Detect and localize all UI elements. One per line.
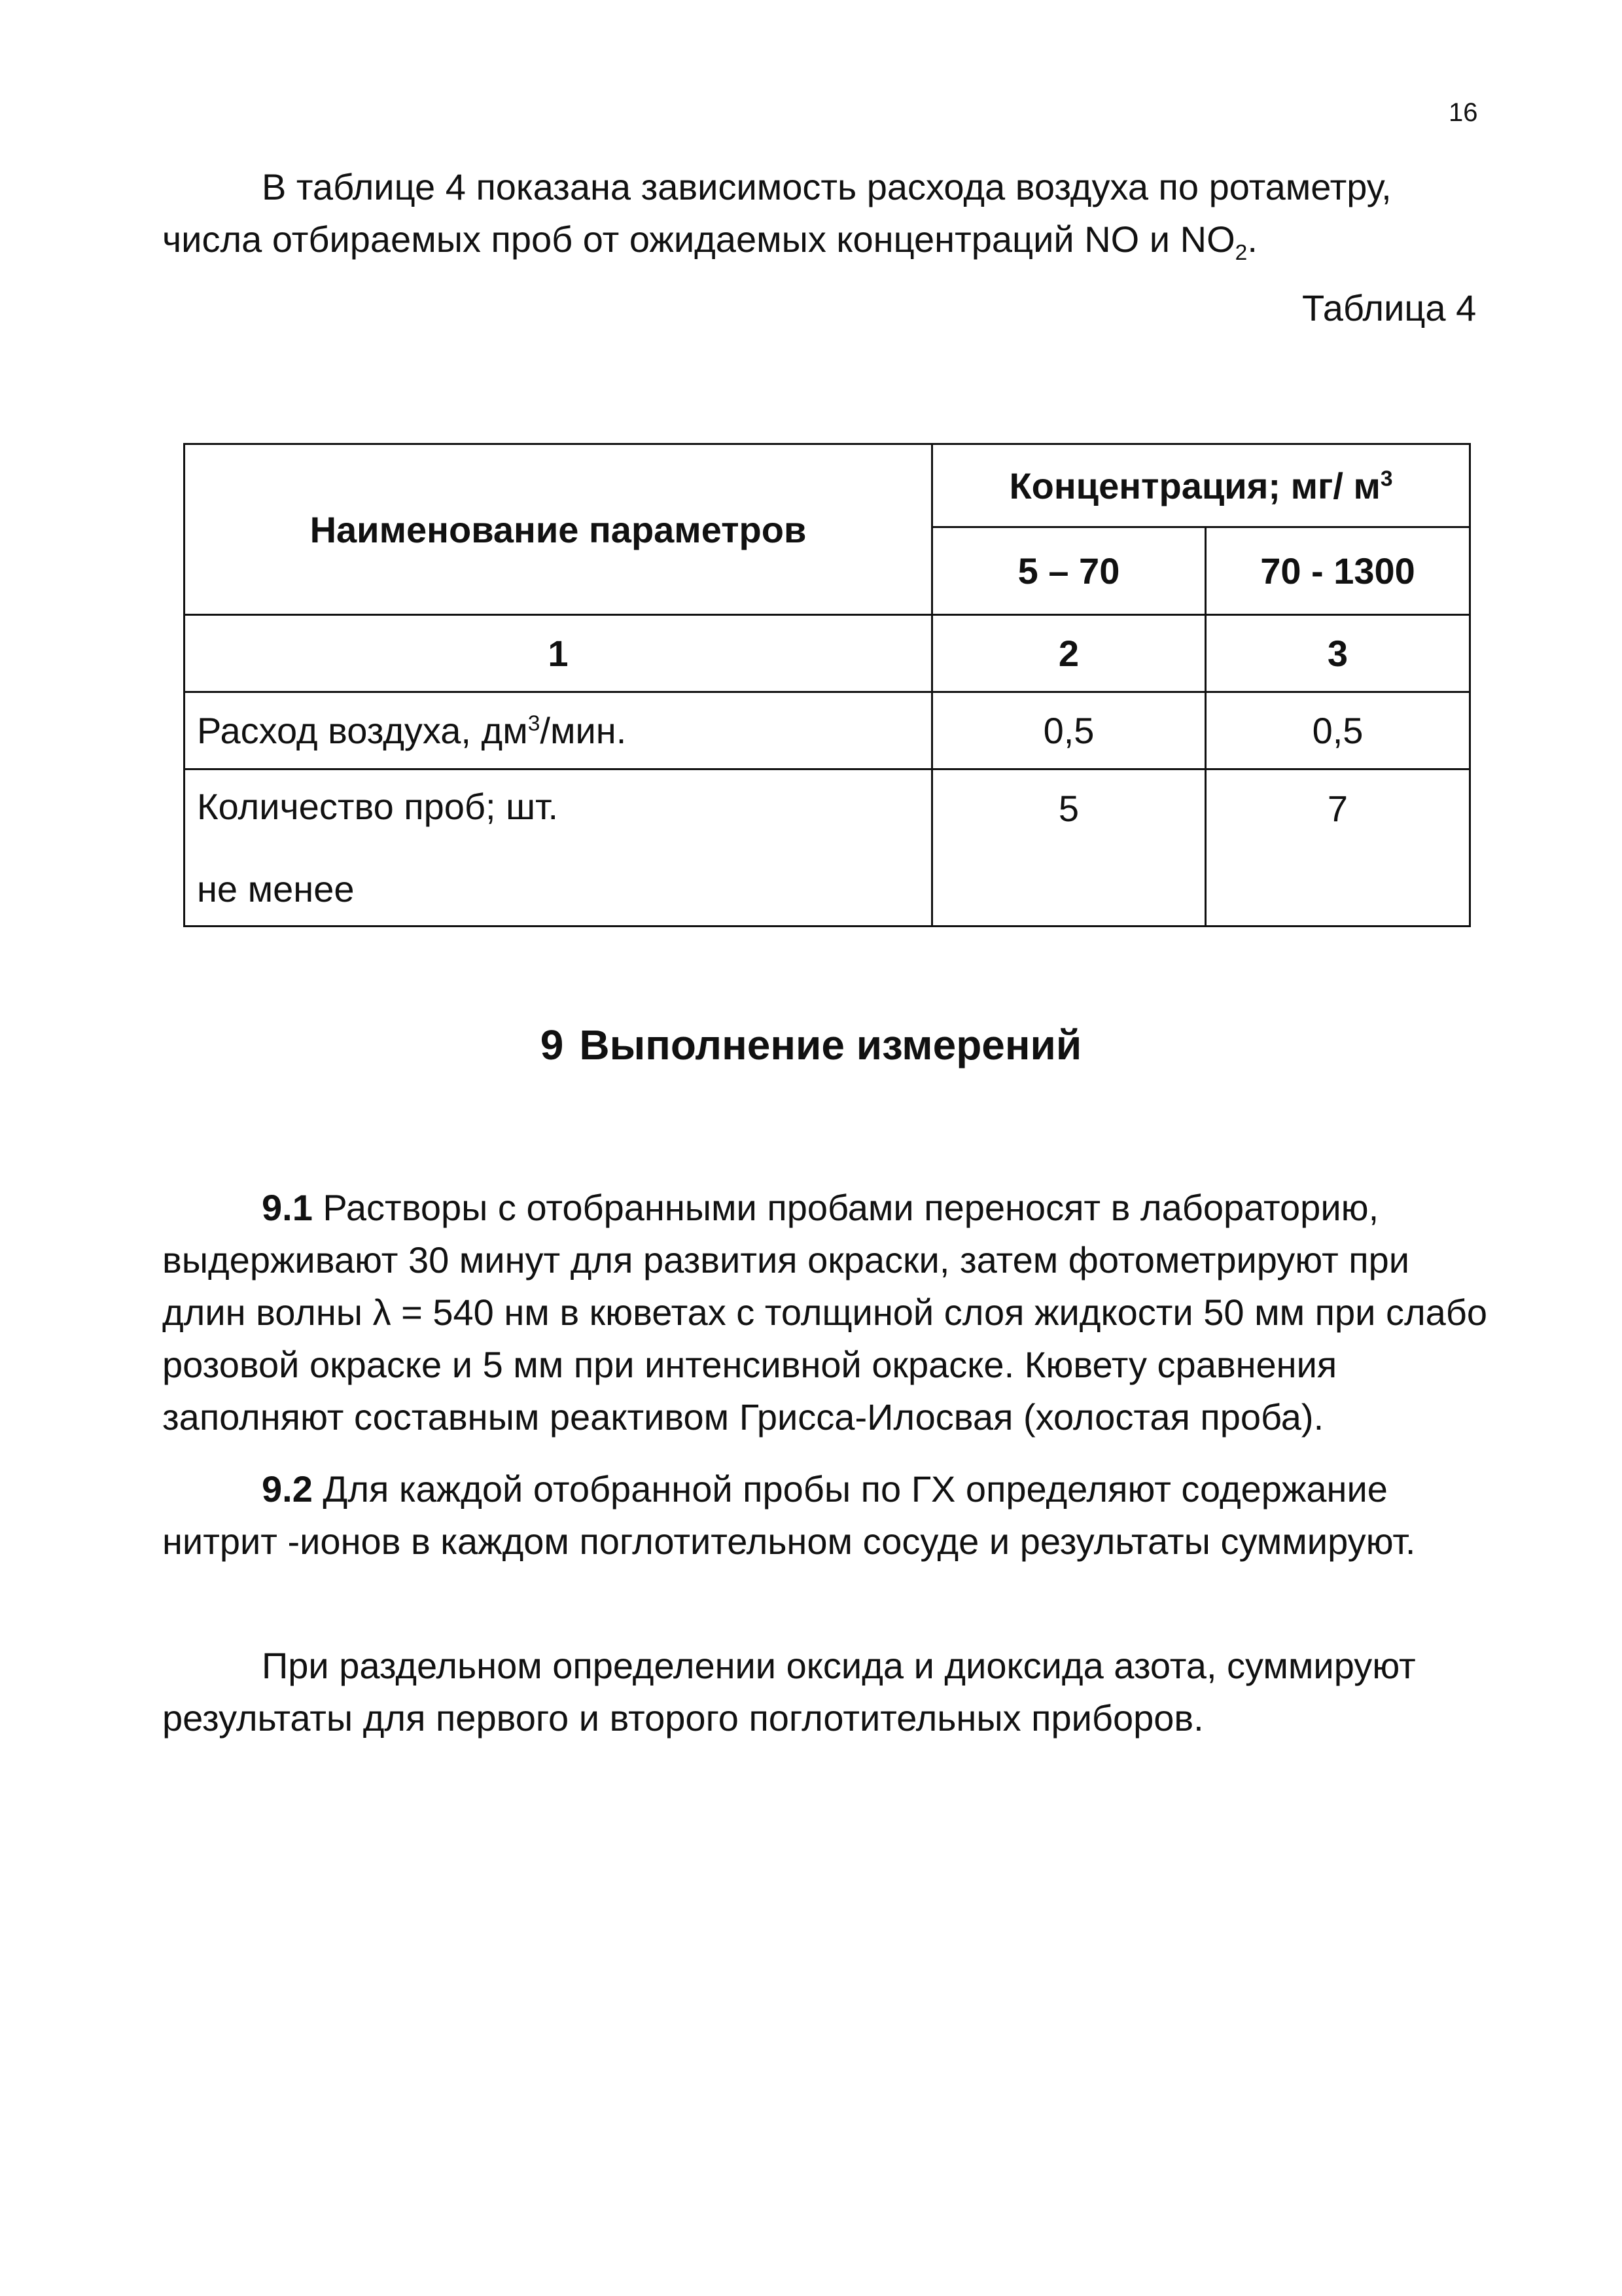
air-flow-row <box>185 692 1470 769</box>
p92-number: 9.2 <box>262 1468 313 1510</box>
section-heading <box>0 1021 1622 1069</box>
range-2: 70 - 1300 <box>1206 527 1470 615</box>
p91-text: Растворы с отобранными пробами переносят в лабораторию, выдерживают 30 минут для развития окраски, затем фотометрируют при длин волны λ = 540 нм в кюветах с толщиной слоя жидкости 50 мм при слабо розовой окраске и 5 мм при интенсивной окраске. Кювету сравнения заполняют составным реактивом Грисса-Илосвая (холостая проба). <box>162 1187 1487 1438</box>
table-header-row-1 <box>185 444 1470 527</box>
col-number-2: 2 <box>932 615 1206 692</box>
sample-count-row <box>185 769 1470 927</box>
conc-header-sup: 3 <box>1380 466 1393 491</box>
range-1: 5 – 70 <box>932 527 1206 615</box>
air-label-sup: 3 <box>527 711 540 736</box>
param-header: Наименование параметров <box>309 508 807 550</box>
page-number: 16 <box>1449 98 1478 127</box>
col-number-1: 1 <box>185 615 932 692</box>
intro-subscript: 2 <box>1235 241 1248 266</box>
parameters-table <box>183 443 1471 927</box>
intro-end: . <box>1247 219 1258 260</box>
section-number: 9 <box>540 1021 564 1069</box>
col-number-3: 3 <box>1206 615 1470 692</box>
count-label-cell <box>185 769 932 927</box>
section-title: Выполнение измерений <box>579 1021 1082 1069</box>
table-caption: Таблица 4 <box>1302 287 1477 328</box>
p92-text: Для каждой отобранной пробы по ГХ определяют содержание нитрит -ионов в каждом поглотительном сосуде и результаты суммируют. <box>162 1468 1416 1562</box>
param-header-cell <box>185 444 932 615</box>
intro-text: В таблице 4 показана зависимость расхода воздуха по ротаметру, числа отбираемых проб от ожидаемых концентраций NO и NO <box>162 166 1392 260</box>
intro-paragraph <box>162 161 1490 266</box>
count-value-1: 5 <box>1058 788 1080 829</box>
conc-header-cell <box>932 444 1470 527</box>
p91-number: 9.1 <box>262 1187 313 1228</box>
count-value-2: 7 <box>1327 788 1349 829</box>
air-value-1: 0,5 <box>932 692 1206 769</box>
air-value-2: 0,5 <box>1206 692 1470 769</box>
air-label-cell <box>185 692 932 769</box>
air-label: Расход воздуха, дм <box>197 710 528 751</box>
count-label-line1: Количество проб; шт. <box>197 785 559 827</box>
paragraph-9-1 <box>162 1182 1490 1443</box>
paragraph-9-3: При раздельном определении оксида и диоксида азота, суммируют результаты для первого и второго поглотительных приборов. <box>162 1645 1416 1739</box>
count-value-1-cell <box>932 769 1206 927</box>
count-label-line2: не менее <box>197 868 355 910</box>
paragraph-9-2 <box>162 1463 1490 1568</box>
column-number-row <box>185 615 1470 692</box>
air-label-end: /мин. <box>540 710 627 751</box>
count-value-2-cell <box>1206 769 1470 927</box>
conc-header: Концентрация; мг/ м <box>1009 465 1381 506</box>
